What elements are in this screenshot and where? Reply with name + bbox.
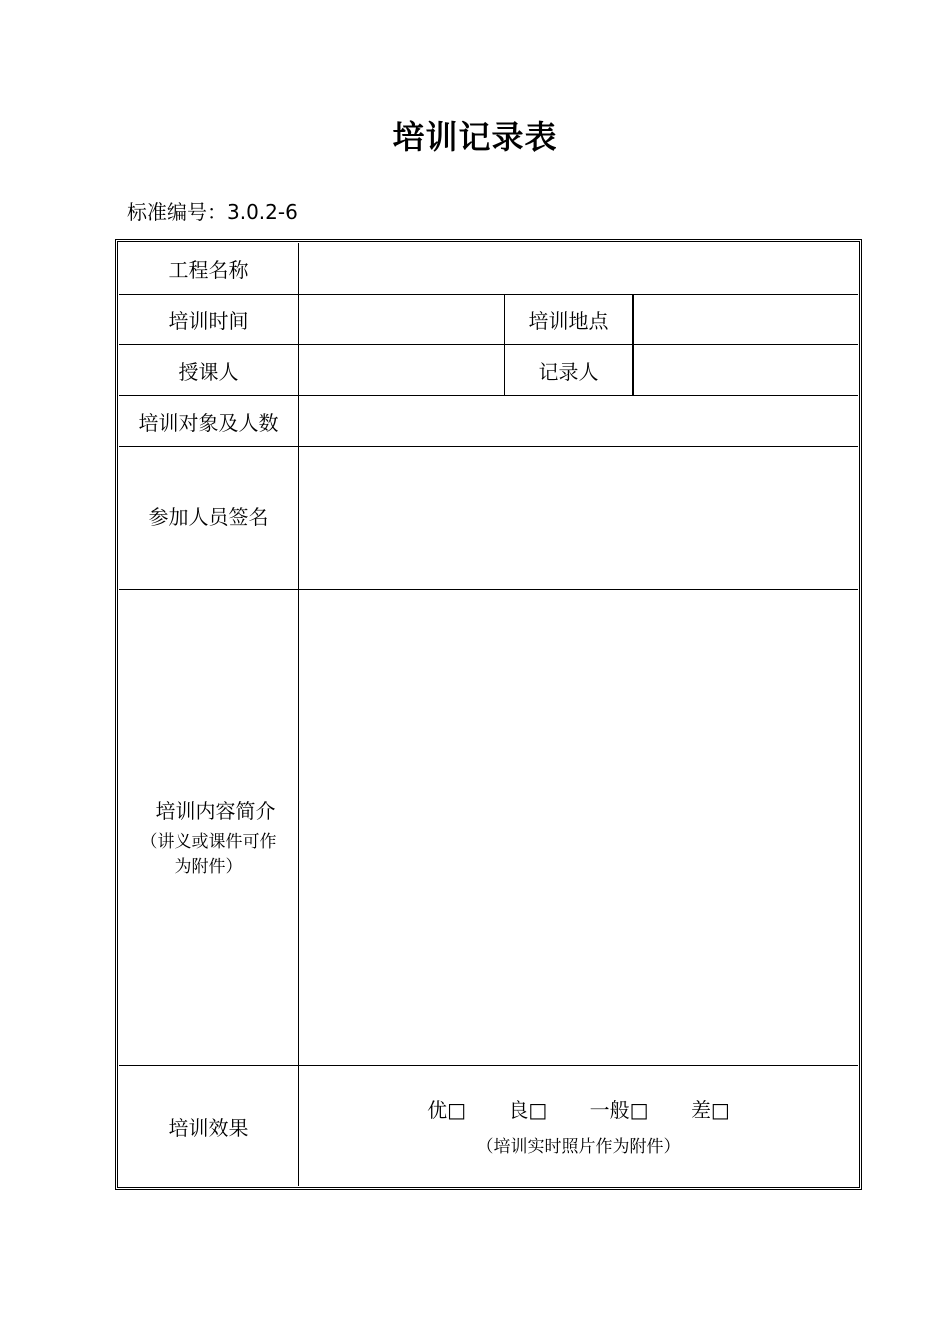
- lecturer-field[interactable]: [299, 345, 504, 395]
- audience-field[interactable]: [299, 396, 858, 446]
- standard-number: 标准编号：3.0.2-6: [127, 200, 298, 224]
- project-name-label: 工程名称: [168, 258, 249, 282]
- content-note-line1: （讲义或课件可作: [140, 832, 277, 852]
- project-name-field[interactable]: [299, 243, 858, 294]
- training-place-field[interactable]: [634, 295, 858, 344]
- option-excellent[interactable]: 优□: [427, 1098, 467, 1122]
- effect-label: 培训效果: [168, 1115, 249, 1140]
- content-field[interactable]: [299, 590, 858, 1065]
- training-place-label: 培训地点: [528, 309, 609, 333]
- lecturer-label: 授课人: [178, 359, 239, 384]
- content-label: 培训内容简介: [155, 799, 276, 823]
- signatures-field[interactable]: [299, 447, 858, 589]
- audience-label: 培训对象及人数: [138, 410, 279, 435]
- training-time-field[interactable]: [299, 295, 504, 344]
- effect-note: （培训实时照片作为附件）: [476, 1137, 681, 1157]
- recorder-field[interactable]: [634, 345, 858, 395]
- option-good[interactable]: 良□: [508, 1098, 548, 1122]
- page-title: 培训记录表: [392, 118, 558, 156]
- option-poor[interactable]: 差□: [690, 1098, 730, 1122]
- content-note-line2: 为附件）: [174, 857, 243, 877]
- training-time-label: 培训时间: [168, 309, 249, 333]
- option-average[interactable]: 一般□: [589, 1098, 649, 1122]
- signatures-label: 参加人员签名: [148, 505, 269, 529]
- effect-options: [299, 1094, 858, 1123]
- recorder-label: 记录人: [538, 359, 599, 384]
- content-label-cell: [119, 590, 298, 1065]
